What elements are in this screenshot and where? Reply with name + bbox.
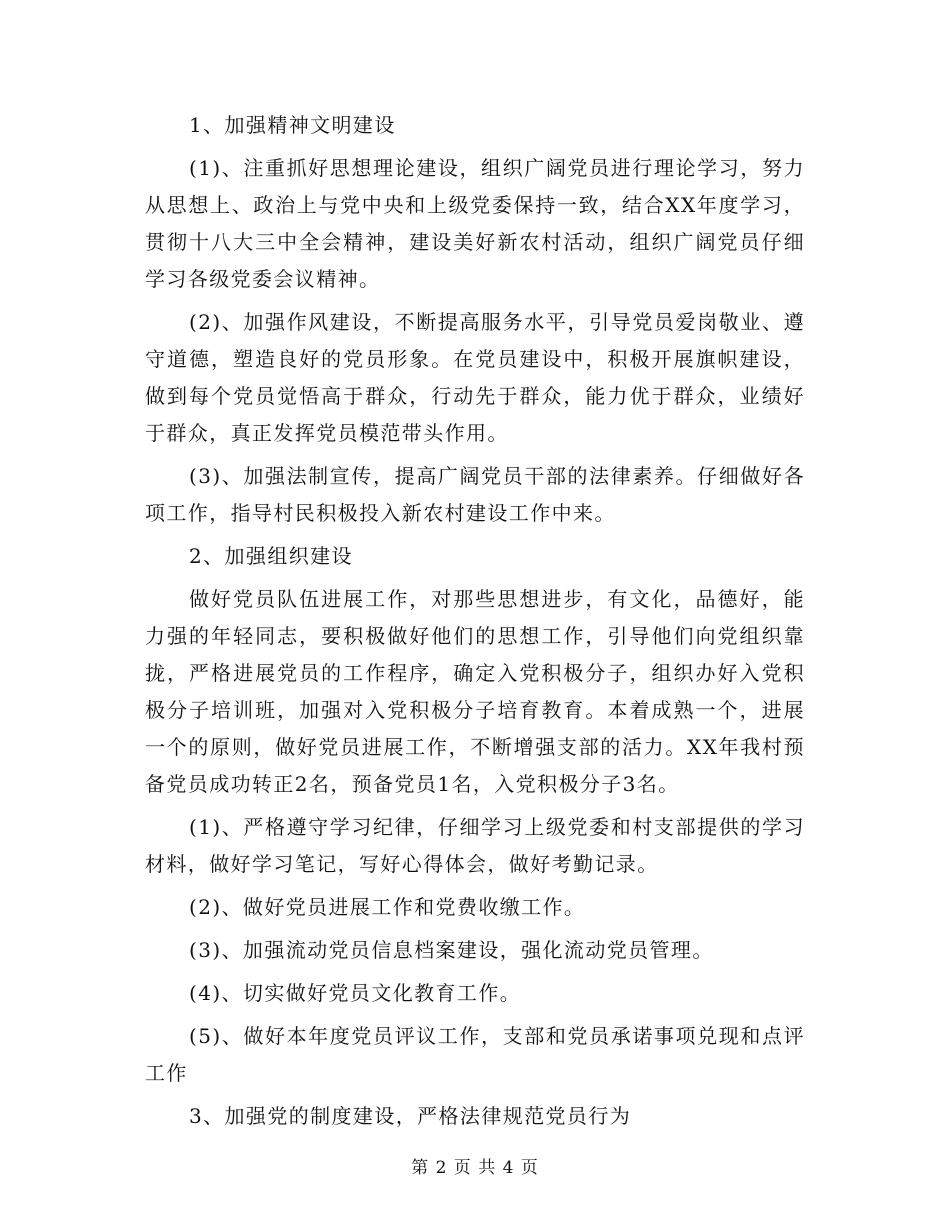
paragraph-member-development: 做好党员队伍进展工作，对那些思想进步，有文化，品德好，能力强的年轻同志，要积极做好他们的思想工作，引导他们向党组织靠拢，严格进展党员的工作程序，确定入党积极分子，组织办好入党积极分子培训班，加强对入党积极分子培育教育。本着成熟一个，进展一个的原则，做好党员进展工作，不断增强支部的活力。XX年我村预备党员成功转正2名，预备党员1名，入党积极分子3名。 [145,587,805,796]
heading-spiritual-civilization: 1、加强精神文明建设 [189,113,396,137]
paragraph-culture-education: (4)、切实做好党员文化教育工作。 [189,981,522,1005]
heading-system-building: 3、加强党的制度建设，严格法律规范党员行为 [189,1104,632,1128]
paragraph-member-evaluation: (5)、做好本年度党员评议工作，支部和党员承诺事项兑现和点评工作 [145,1024,805,1085]
paragraph-study-discipline: (1)、严格遵守学习纪律，仔细学习上级党委和村支部提供的学习材料，做好学习笔记，写好心得体会，做好考勤记录。 [145,815,805,876]
document-body [145,107,805,1141]
page-number-footer: 第 2 页 共 4 页 [411,1158,539,1178]
paragraph-mobile-members: (3)、加强流动党员信息档案建设，强化流动党员管理。 [189,938,714,962]
paragraph-dues-collection: (2)、做好党员进展工作和党费收缴工作。 [189,895,586,919]
heading-organization-building: 2、加强组织建设 [189,544,353,568]
paragraph-legal-publicity: (3)、加强法制宣传，提高广阔党员干部的法律素养。仔细做好各项工作，指导村民积极投入新农村建设工作中来。 [145,464,805,525]
paragraph-work-style: (2)、加强作风建设，不断提高服务水平，引导党员爱岗敬业、遵守道德，塑造良好的党员形象。在党员建设中，积极开展旗帜建设，做到每个党员觉悟高于群众，行动先于群众，能力优于群众，业绩好于群众，真正发挥党员模范带头作用。 [145,310,805,445]
paragraph-theory-building: (1)、注重抓好思想理论建设，组织广阔党员进行理论学习，努力从思想上、政治上与党中央和上级党委保持一致，结合XX年度学习，贯彻十八大三中全会精神，建设美好新农村活动，组织广阔党员仔细学习各级党委会议精神。 [145,156,805,291]
